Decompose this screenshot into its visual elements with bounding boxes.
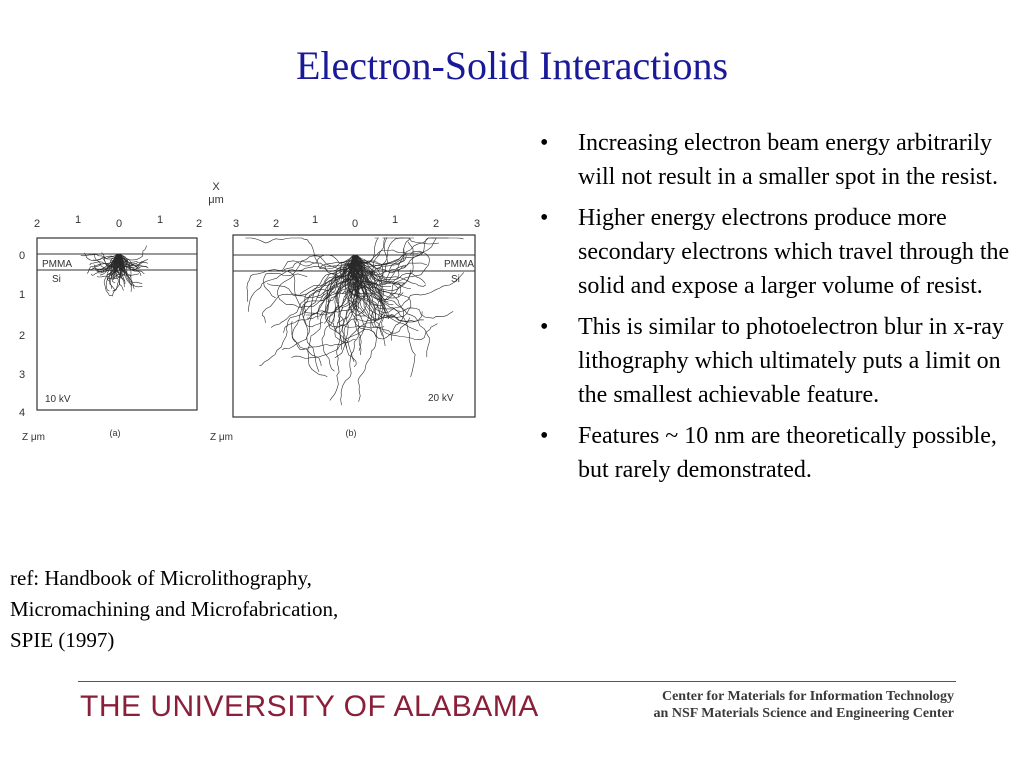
bullet-text: Higher energy electrons produce more secondary electrons which travel through the solid and expose a larger volume of resist.	[578, 205, 1010, 299]
electron-trajectory	[93, 254, 117, 260]
panel-a-x-tick: 1	[156, 214, 164, 226]
panel-b-voltage: 20 kV	[428, 393, 454, 404]
bullet-text: This is similar to photoelectron blur in x-ray lithography which ultimately puts a limit on the smallest achievable feature.	[578, 314, 1004, 408]
bullet-item	[534, 126, 1014, 194]
panel-b-x-tick: 3	[473, 218, 481, 230]
panel-b-x-tick: 2	[272, 218, 280, 230]
footer-divider	[78, 681, 956, 682]
bullet-list	[534, 126, 1014, 494]
panel-a-z-tick: 3	[18, 369, 26, 381]
panel-a-x-tick: 2	[195, 218, 203, 230]
panel-a-resist-label: PMMA	[42, 259, 72, 270]
panel-a-electron-trajectories	[81, 246, 149, 297]
reference-line: ref: Handbook of Microlithography,	[10, 566, 312, 590]
x-axis-unit: μm	[208, 194, 224, 206]
reference-line: SPIE (1997)	[10, 628, 115, 652]
electron-trajectory	[245, 238, 353, 269]
bullet-text: Features ~ 10 nm are theoretically possible, but rarely demonstrated.	[578, 423, 997, 483]
slide-title: Electron-Solid Interactions	[295, 43, 729, 88]
bullet-marker: •	[540, 423, 549, 449]
monte-carlo-trajectory-figure	[0, 170, 500, 450]
panel-b-resist-label: PMMA	[444, 259, 474, 270]
bullet-marker: •	[540, 314, 549, 340]
panel-b-x-tick: 1	[391, 214, 399, 226]
bullet-text: Increasing electron beam energy arbitrarily will not result in a smaller spot in the resist.	[578, 130, 998, 190]
panel-b-substrate-label: Si	[451, 274, 460, 285]
electron-trajectory	[354, 238, 449, 265]
center-affiliation-line: an NSF Materials Science and Engineering Center	[653, 706, 954, 721]
panel-a-z-axis-label: Z μm	[22, 432, 45, 443]
panel-b	[210, 214, 480, 443]
x-axis-label: X	[212, 181, 220, 193]
panel-a-substrate-label: Si	[52, 274, 61, 285]
panel-b-z-axis-label: Z μm	[210, 432, 233, 443]
panel-a-z-tick: 0	[18, 250, 26, 262]
bullet-item	[534, 310, 1014, 412]
bullet-marker: •	[540, 130, 549, 156]
panel-a-z-tick: 1	[18, 289, 26, 301]
panel-a-x-tick: 2	[33, 218, 41, 230]
panel-a	[19, 214, 202, 443]
panel-b-x-tick: 3	[232, 218, 240, 230]
panel-a-z-tick: 2	[18, 330, 26, 342]
panel-b-x-tick: 1	[311, 214, 319, 226]
bullet-item	[534, 201, 1014, 303]
bullet-marker: •	[540, 205, 549, 231]
panel-b-electron-trajectories	[245, 238, 463, 405]
panel-a-z-tick: 4	[18, 407, 26, 419]
center-affiliation-line: Center for Materials for Information Technology	[661, 689, 954, 704]
panel-a-x-tick: 0	[115, 218, 123, 230]
panel-a-voltage: 10 kV	[45, 394, 71, 405]
reference-line: Micromachining and Microfabrication,	[10, 597, 339, 621]
panel-b-label: (b)	[345, 428, 357, 438]
panel-b-x-tick: 2	[432, 218, 440, 230]
panel-a-label: (a)	[109, 428, 121, 438]
bullet-item	[534, 419, 1014, 487]
center-affiliation	[654, 688, 954, 722]
reference-citation	[10, 563, 430, 656]
panel-b-x-tick: 0	[351, 218, 359, 230]
university-wordmark: THE UNIVERSITY OF ALABAMA	[80, 690, 539, 723]
panel-a-x-tick: 1	[74, 214, 82, 226]
